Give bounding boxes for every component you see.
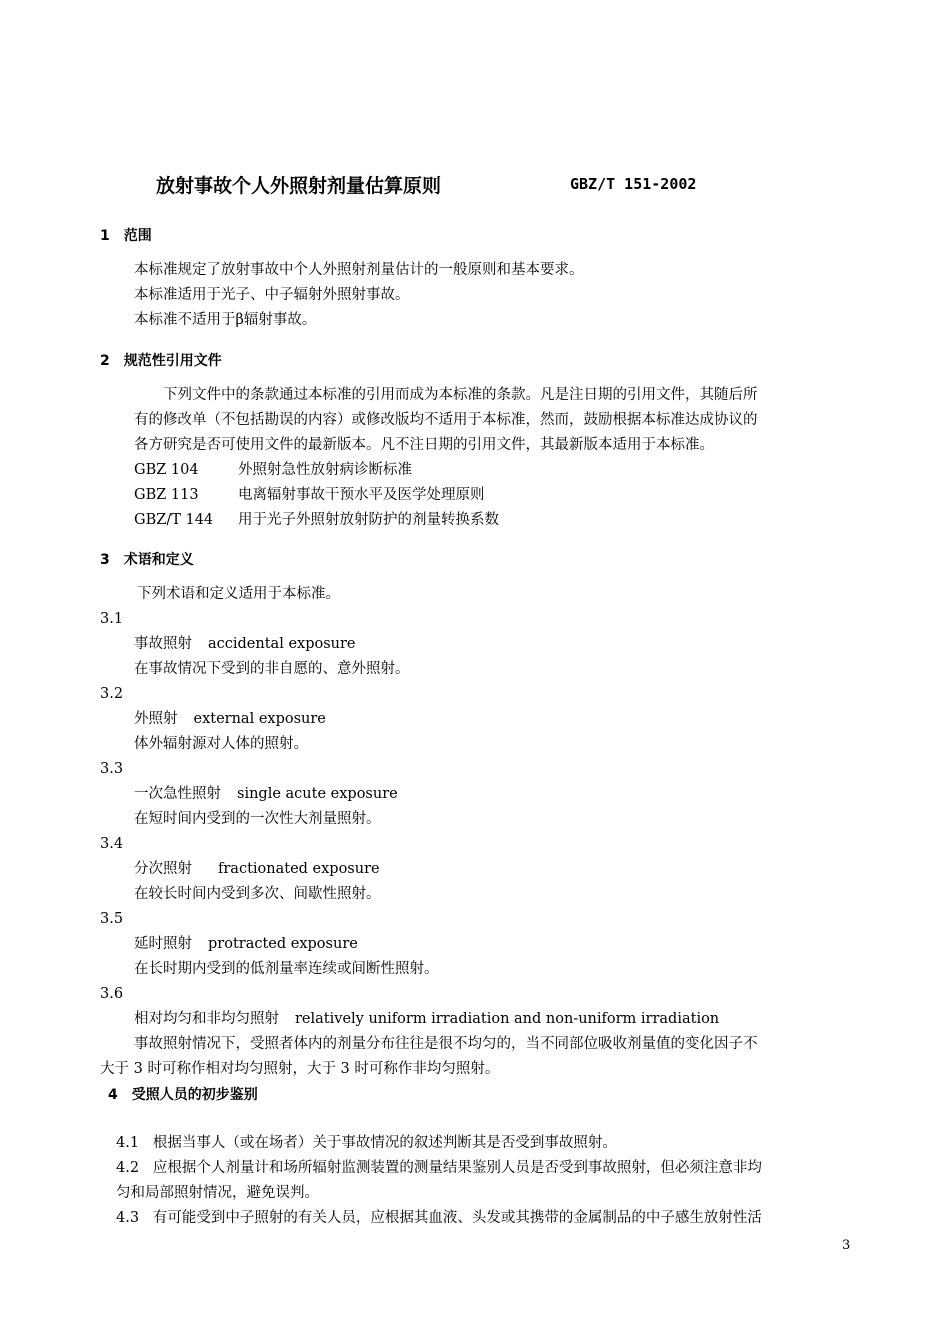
- term-name: [134, 709, 326, 729]
- term-zh: 分次照射: [134, 861, 192, 877]
- clause-text: 有可能受到中子照射的有关人员，应根据其血液、头发或其携带的金属制品的中子感生放射性活: [152, 1210, 762, 1226]
- term-en: accidental exposure: [208, 636, 356, 652]
- term-en: relatively uniform irradiation and non-uniform irradiation: [295, 1011, 720, 1027]
- term-number: 3.3: [100, 761, 124, 777]
- section-1-para-1: 本标准规定了放射事故中个人外照射剂量估计的一般原则和基本要求。: [134, 262, 584, 278]
- clause-number: 4.1: [116, 1135, 140, 1151]
- reference-entry: [134, 460, 412, 480]
- document-title: 放射事故个人外照射剂量估算原则: [156, 175, 442, 197]
- page-number: 3: [842, 1238, 851, 1253]
- term-definition-line: 事故照射情况下，受照者体内的剂量分布往往是很不均匀的，当不同部位吸收剂量值的变化因子不: [134, 1036, 758, 1052]
- term-zh: 事故照射: [134, 636, 192, 652]
- clause-number: 4.2: [116, 1160, 140, 1176]
- term-definition: 在较长时间内受到多次、间歇性照射。: [134, 886, 381, 902]
- reference-code: GBZ 113: [134, 487, 199, 503]
- term-en: fractionated exposure: [218, 861, 380, 877]
- term-name: [134, 934, 358, 954]
- reference-title: 用于光子外照射放射防护的剂量转换系数: [238, 512, 499, 528]
- term-name: [134, 1009, 719, 1029]
- standard-code: GBZ/T 151-2002: [570, 175, 697, 193]
- term-number: 3.4: [100, 836, 124, 852]
- term-zh: 外照射: [134, 711, 178, 727]
- term-name: [134, 784, 398, 804]
- term-definition: 体外辐射源对人体的照射。: [134, 736, 308, 752]
- section-3-intro: 下列术语和定义适用于本标准。: [137, 586, 340, 602]
- section-2-para-line: 各方研究是否可使用文件的最新版本。凡不注日期的引用文件，其最新版本适用于本标准。: [134, 437, 714, 453]
- term-zh: 相对均匀和非均匀照射: [134, 1011, 279, 1027]
- term-definition: 在短时间内受到的一次性大剂量照射。: [134, 811, 381, 827]
- section-2-para-line: 下列文件中的条款通过本标准的引用而成为本标准的条款。凡是注日期的引用文件，其随后所: [163, 387, 758, 403]
- term-zh: 一次急性照射: [134, 786, 221, 802]
- clause-number: 4.3: [116, 1210, 140, 1226]
- reference-title: 电离辐射事故干预水平及医学处理原则: [238, 487, 485, 503]
- section-4-heading: 4 受照人员的初步鉴别: [108, 1087, 258, 1103]
- section-2-heading: 2 规范性引用文件: [100, 353, 222, 369]
- reference-code: GBZ 104: [134, 462, 199, 478]
- term-definition: 在长时期内受到的低剂量率连续或间断性照射。: [134, 961, 439, 977]
- section-2-para-line: 有的修改单（不包括勘误的内容）或修改版均不适用于本标准，然而，鼓励根据本标准达成协议的: [134, 412, 758, 428]
- term-en: single acute exposure: [237, 786, 398, 802]
- reference-code: GBZ/T 144: [134, 512, 214, 528]
- clause-text-continued: 匀和局部照射情况，避免误判。: [116, 1185, 319, 1201]
- term-number: 3.5: [100, 911, 124, 927]
- reference-entry: [134, 510, 499, 530]
- term-definition: 在事故情况下受到的非自愿的、意外照射。: [134, 661, 410, 677]
- term-zh: 延时照射: [134, 936, 192, 952]
- clause-text: 根据当事人（或在场者）关于事故情况的叙述判断其是否受到事故照射。: [152, 1135, 617, 1151]
- section-1-heading: 1 范围: [100, 228, 152, 244]
- section-1-para-3: 本标准不适用于β辐射事故。: [134, 312, 317, 328]
- reference-entry: [134, 485, 485, 505]
- term-definition-line: 大于 3 时可称作相对均匀照射，大于 3 时可称作非均匀照射。: [100, 1061, 500, 1077]
- section-1-para-2: 本标准适用于光子、中子辐射外照射事故。: [134, 287, 410, 303]
- clause-text: 应根据个人剂量计和场所辐射监测装置的测量结果鉴别人员是否受到事故照射，但必须注意非均: [152, 1160, 762, 1176]
- term-name: [134, 634, 356, 654]
- term-number: 3.6: [100, 986, 124, 1002]
- clause-item: [116, 1133, 617, 1153]
- term-en: external exposure: [193, 711, 326, 727]
- reference-title: 外照射急性放射病诊断标准: [238, 462, 412, 478]
- term-number: 3.2: [100, 686, 124, 702]
- term-en: protracted exposure: [208, 936, 358, 952]
- clause-item: [116, 1208, 762, 1228]
- section-3-heading: 3 术语和定义: [100, 552, 194, 568]
- term-number: 3.1: [100, 611, 124, 627]
- term-name: [134, 859, 380, 879]
- clause-item: [116, 1158, 762, 1178]
